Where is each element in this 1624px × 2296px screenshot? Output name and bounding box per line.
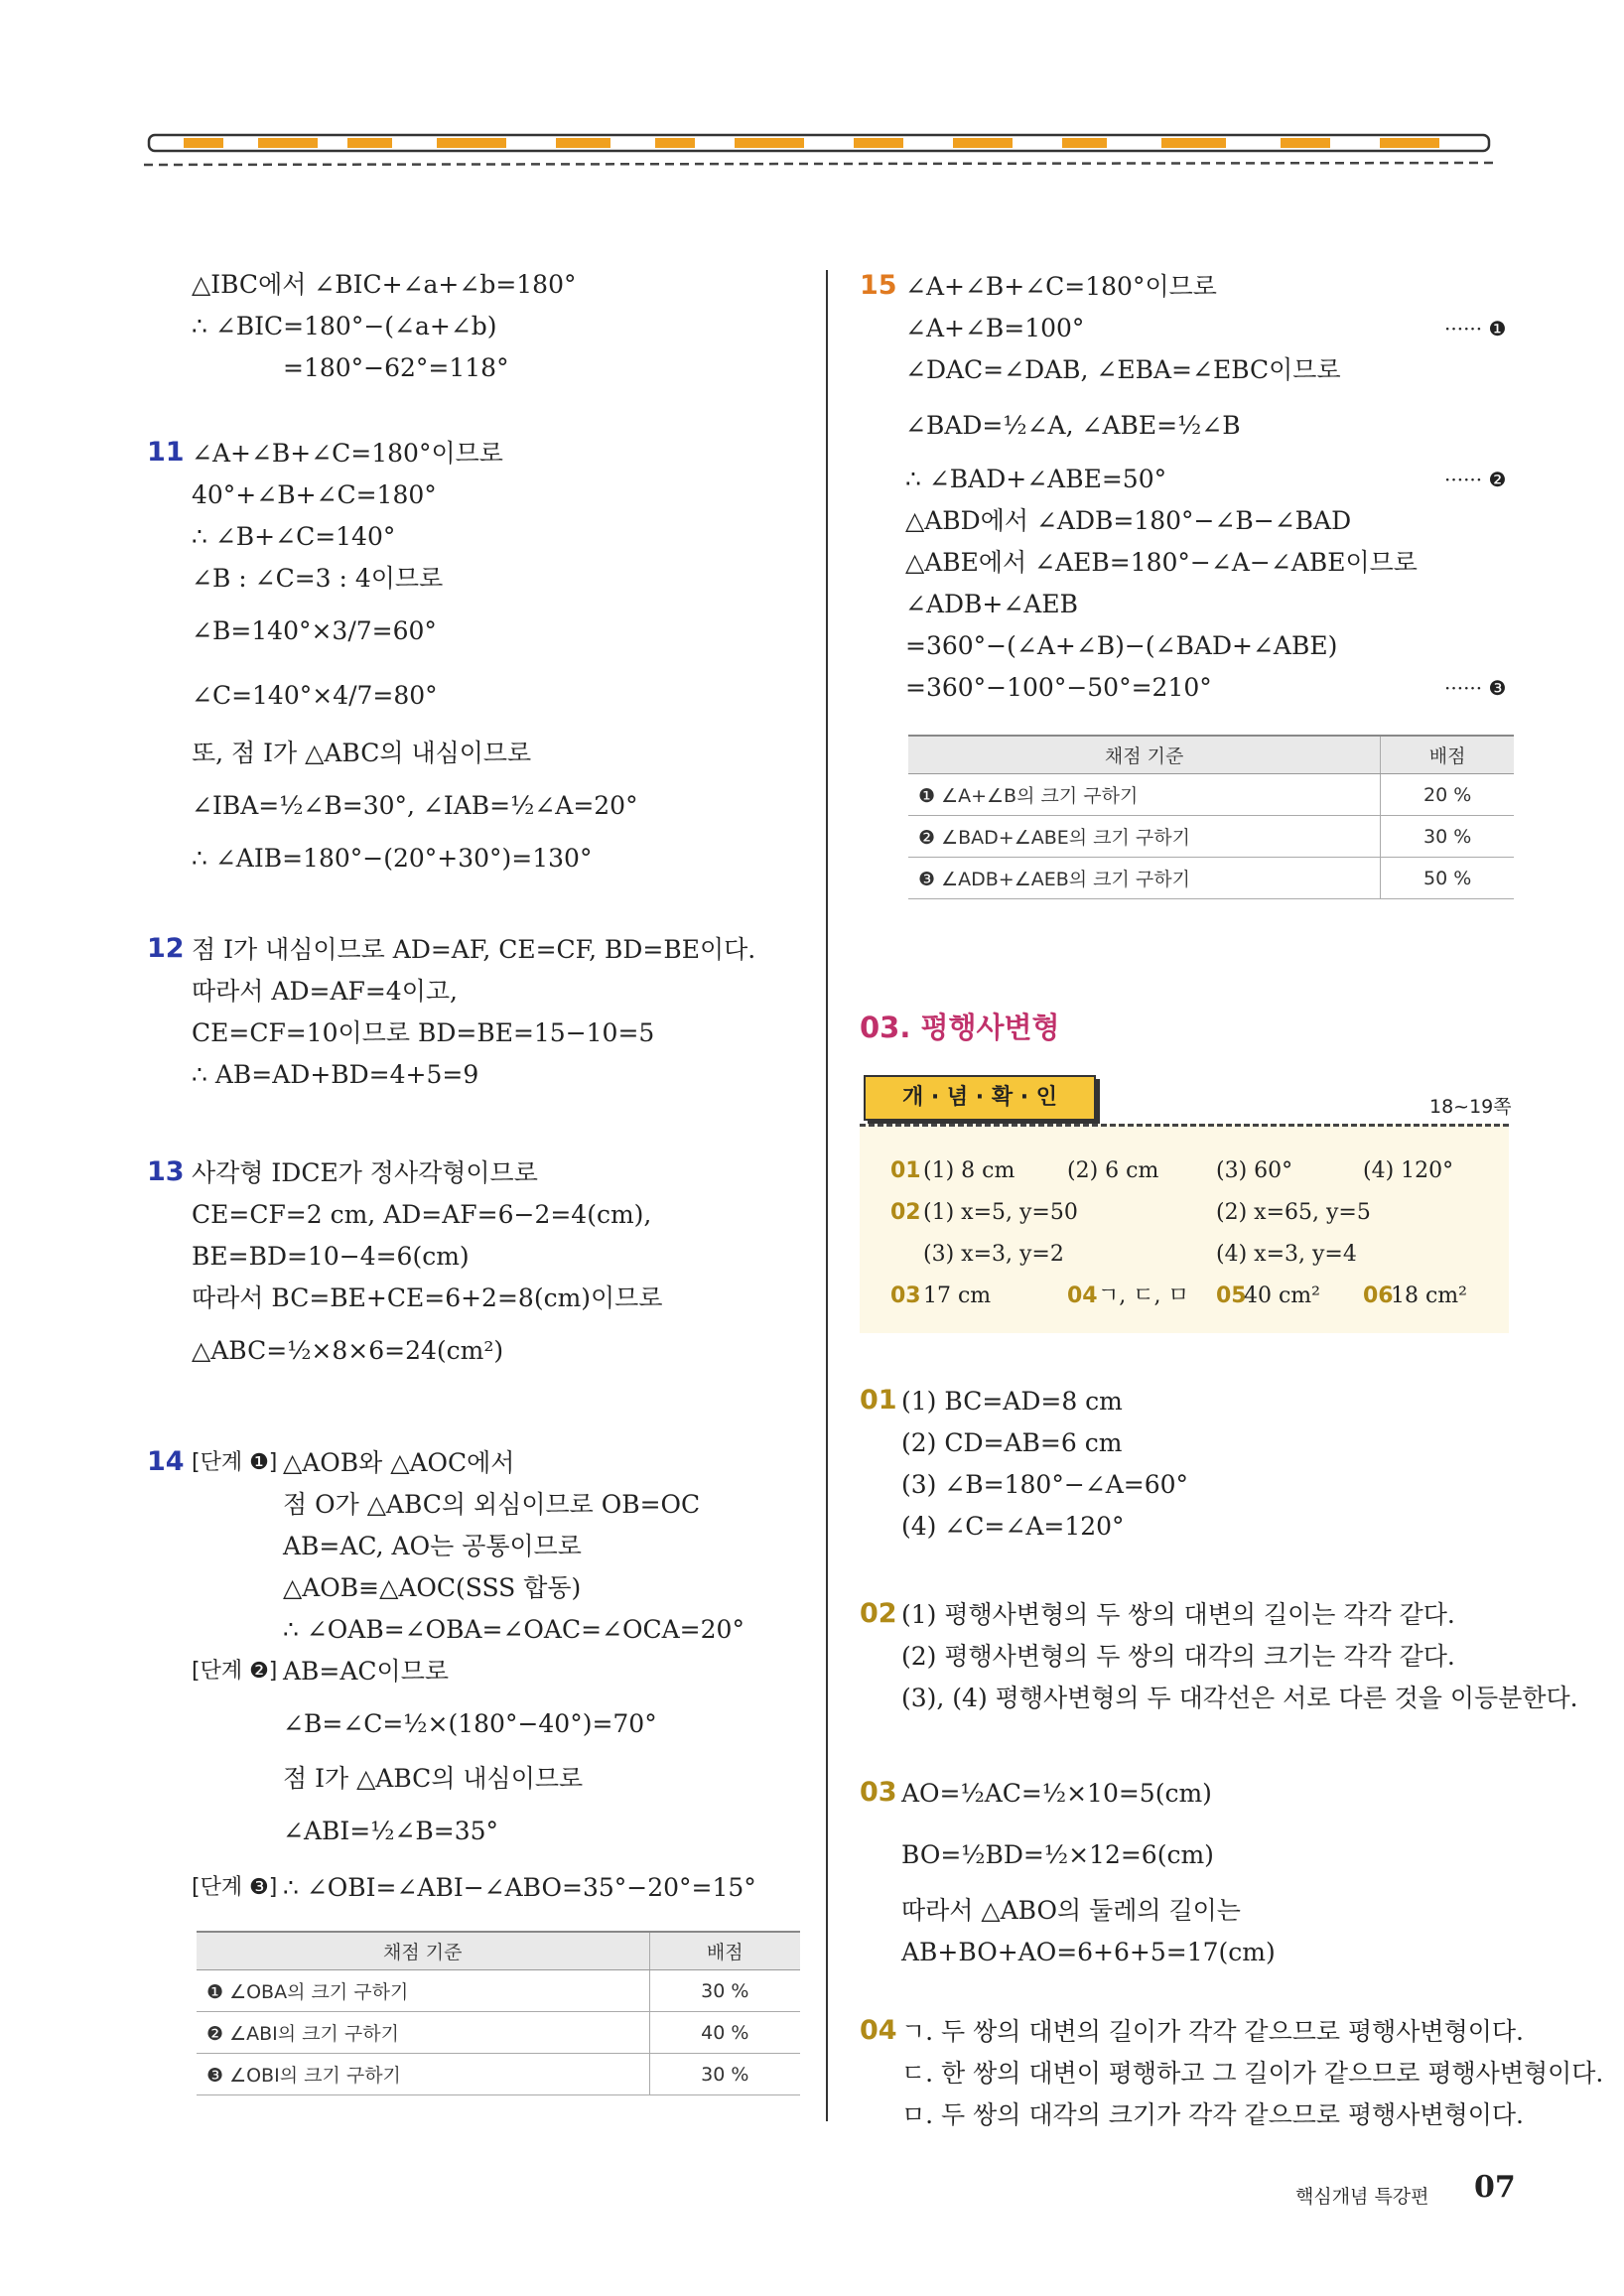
p15-line-1: ∠A+∠B+∠C=180°이므로 <box>905 272 1217 301</box>
q01-line-2: (2) CD=AB=6 cm <box>901 1428 1123 1457</box>
p15-line-4: ∠BAD=½∠A, ∠ABE=½∠B <box>905 411 1241 440</box>
table-cell: 50 % <box>1381 858 1514 899</box>
q04-line-1: ㄱ. 두 쌍의 대변의 길이가 각각 같으므로 평행사변형이다. <box>901 2017 1524 2046</box>
box-r1-c: (3) 60° <box>1216 1158 1293 1183</box>
box-r4-05-ans: 40 cm² <box>1244 1283 1320 1308</box>
p12-line-3: CE=CF=10이므로 BD=BE=15−10=5 <box>192 1018 655 1047</box>
q03-line-3: 따라서 △ABO의 둘레의 길이는 <box>901 1896 1241 1925</box>
problem-number: 11 <box>147 437 185 468</box>
footer-book-title: 핵심개념 특강편 <box>1295 2186 1429 2208</box>
cont-line-3: =180°−62°=118° <box>283 353 509 382</box>
problem-number: 14 <box>147 1446 185 1477</box>
p15-mark-2: ······ ❷ <box>1444 468 1507 491</box>
table-cell: ❶ ∠A+∠B의 크기 구하기 <box>908 774 1381 816</box>
p14-line-9: ∠ABI=½∠B=35° <box>283 1817 499 1845</box>
p11-line-6: ∠C=140°×4/7=80° <box>192 681 438 710</box>
q02-line-3: (3), (4) 평행사변형의 두 대각선은 서로 다른 것을 이등분한다. <box>901 1684 1578 1712</box>
table-row <box>908 774 1514 816</box>
table-cell: ❷ ∠BAD+∠ABE의 크기 구하기 <box>908 816 1381 858</box>
p15-line-5: ∴ ∠BAD+∠ABE=50° <box>905 465 1167 493</box>
p14-line-6: AB=AC이므로 <box>283 1657 450 1686</box>
table-header: 채점 기준 <box>908 736 1381 774</box>
box-r3-b: (4) x=3, y=4 <box>1216 1242 1357 1267</box>
box-r2-a: (1) x=5, y=50 <box>923 1200 1078 1225</box>
p14-line-2: 점 O가 △ABC의 외심이므로 OB=OC <box>283 1490 701 1519</box>
p11-line-1: ∠A+∠B+∠C=180°이므로 <box>192 439 503 468</box>
p13-line-1: 사각형 IDCE가 정사각형이므로 <box>192 1158 538 1187</box>
cont-line-1: △IBC에서 ∠BIC+∠a+∠b=180° <box>192 270 577 299</box>
problem-number: 03 <box>860 1777 897 1808</box>
p14-line-1: △AOB와 △AOC에서 <box>283 1448 515 1477</box>
p15-line-9: =360°−(∠A+∠B)−(∠BAD+∠ABE) <box>905 631 1338 660</box>
q02-line-1: (1) 평행사변형의 두 쌍의 대변의 길이는 각각 같다. <box>901 1600 1455 1629</box>
step-label: [단계 ❸] <box>192 1875 278 1900</box>
box-r1-d: (4) 120° <box>1363 1158 1454 1183</box>
page-range: 18~19쪽 <box>1429 1096 1512 1118</box>
p14-line-5: ∴ ∠OAB=∠OBA=∠OAC=∠OCA=20° <box>283 1615 744 1644</box>
p13-line-2: CE=CF=2 cm, AD=AF=6−2=4(cm), <box>192 1200 652 1229</box>
p15-line-7: △ABE에서 ∠AEB=180°−∠A−∠ABE이므로 <box>905 548 1418 577</box>
column-divider <box>826 270 828 2121</box>
p13-line-5: △ABC=½×8×6=24(cm²) <box>192 1336 504 1365</box>
p13-line-3: BE=BD=10−4=6(cm) <box>192 1242 470 1271</box>
table-cell: 30 % <box>649 2054 800 2095</box>
p12-line-2: 따라서 AD=AF=4이고, <box>192 977 458 1006</box>
q01-line-1: (1) BC=AD=8 cm <box>901 1387 1123 1416</box>
q03-line-1: AO=½AC=½×10=5(cm) <box>901 1779 1212 1808</box>
table-header: 배점 <box>649 1932 800 1970</box>
box-r4-04-ans: ㄱ, ㄷ, ㅁ <box>1098 1283 1189 1308</box>
scoring-table-left <box>197 1931 800 2095</box>
problem-number: 04 <box>860 2015 897 2046</box>
box-r1-a: (1) 8 cm <box>923 1158 1015 1183</box>
problem-number: 13 <box>147 1156 185 1187</box>
q01-line-4: (4) ∠C=∠A=120° <box>901 1512 1125 1541</box>
box-r4-06: 06 <box>1363 1283 1394 1308</box>
step-label: [단계 ❶] <box>192 1450 278 1475</box>
box-r4-04: 04 <box>1067 1283 1098 1308</box>
section-title: 03. 평행사변형 <box>860 1011 1060 1044</box>
step-label: [단계 ❷] <box>192 1659 278 1684</box>
q04-line-2: ㄷ. 한 쌍의 대변이 평행하고 그 길이가 같으므로 평행사변형이다. <box>901 2059 1604 2088</box>
table-header: 배점 <box>1381 736 1514 774</box>
table-cell: 30 % <box>649 1970 800 2012</box>
p15-line-6: △ABD에서 ∠ADB=180°−∠B−∠BAD <box>905 506 1352 535</box>
p13-line-4: 따라서 BC=BE+CE=6+2=8(cm)이므로 <box>192 1283 663 1312</box>
problem-number: 12 <box>147 933 185 964</box>
p15-line-2: ∠A+∠B=100° <box>905 314 1085 342</box>
p12-line-1: 점 I가 내심이므로 AD=AF, CE=CF, BD=BE이다. <box>192 935 756 964</box>
q04-line-3: ㅁ. 두 쌍의 대각의 크기가 각각 같으므로 평행사변형이다. <box>901 2100 1524 2129</box>
box-r4-03: 03 <box>890 1283 921 1308</box>
header-band <box>139 127 1499 175</box>
box-r2-b: (2) x=65, y=5 <box>1216 1200 1371 1225</box>
p11-line-2: 40°+∠B+∠C=180° <box>192 480 437 509</box>
cont-line-2: ∴ ∠BIC=180°−(∠a+∠b) <box>192 312 497 340</box>
scoring-table-right <box>908 735 1514 899</box>
p15-line-8: ∠ADB+∠AEB <box>905 590 1078 618</box>
p14-line-8: 점 I가 △ABC의 내심이므로 <box>283 1764 584 1793</box>
p14-line-7: ∠B=∠C=½×(180°−40°)=70° <box>283 1709 657 1738</box>
p14-line-4: △AOB≡△AOC(SSS 합동) <box>283 1573 582 1602</box>
p11-line-9: ∴ ∠AIB=180°−(20°+30°)=130° <box>192 844 593 873</box>
page-number: 07 <box>1474 2170 1516 2205</box>
table-cell: ❶ ∠OBA의 크기 구하기 <box>197 1970 649 2012</box>
p15-line-10: =360°−100°−50°=210° <box>905 673 1212 702</box>
box-r2-num: 02 <box>890 1200 921 1225</box>
q02-line-2: (2) 평행사변형의 두 쌍의 대각의 크기는 각각 같다. <box>901 1642 1455 1671</box>
p15-mark-1: ······ ❶ <box>1444 317 1507 340</box>
p11-line-7: 또, 점 I가 △ABC의 내심이므로 <box>192 739 532 767</box>
problem-number: 15 <box>860 270 897 301</box>
table-row <box>197 2012 800 2054</box>
table-row <box>908 816 1514 858</box>
p11-line-8: ∠IBA=½∠B=30°, ∠IAB=½∠A=20° <box>192 791 638 820</box>
p11-line-3: ∴ ∠B+∠C=140° <box>192 522 396 551</box>
table-row <box>197 1970 800 2012</box>
problem-number: 01 <box>860 1385 897 1416</box>
p11-line-4: ∠B : ∠C=3 : 4이므로 <box>192 564 444 593</box>
table-cell: 20 % <box>1381 774 1514 816</box>
p12-line-4: ∴ AB=AD+BD=4+5=9 <box>192 1060 479 1089</box>
box-r4-06-ans: 18 cm² <box>1391 1283 1467 1308</box>
box-r1-num: 01 <box>890 1158 921 1183</box>
box-r1-b: (2) 6 cm <box>1067 1158 1159 1183</box>
q03-line-4: AB+BO+AO=6+6+5=17(cm) <box>901 1938 1276 1966</box>
table-cell: ❷ ∠ABI의 크기 구하기 <box>197 2012 649 2054</box>
table-cell: ❸ ∠ADB+∠AEB의 크기 구하기 <box>908 858 1381 899</box>
table-row <box>197 2054 800 2095</box>
p14-line-3: AB=AC, AO는 공통이므로 <box>283 1532 582 1560</box>
concept-check-label: 개 · 념 · 확 · 인 <box>864 1075 1096 1121</box>
q01-line-3: (3) ∠B=180°−∠A=60° <box>901 1470 1189 1499</box>
box-r3-a: (3) x=3, y=2 <box>923 1242 1064 1267</box>
table-cell: 40 % <box>649 2012 800 2054</box>
problem-number: 02 <box>860 1598 897 1629</box>
q03-line-2: BO=½BD=½×12=6(cm) <box>901 1840 1214 1869</box>
box-r4-05: 05 <box>1216 1283 1247 1308</box>
p14-line-10: ∴ ∠OBI=∠ABI−∠ABO=35°−20°=15° <box>283 1873 756 1902</box>
p15-mark-3: ······ ❸ <box>1444 676 1507 700</box>
p11-line-5: ∠B=140°×3/7=60° <box>192 616 437 645</box>
table-row <box>908 858 1514 899</box>
table-cell: ❸ ∠OBI의 크기 구하기 <box>197 2054 649 2095</box>
table-cell: 30 % <box>1381 816 1514 858</box>
table-header: 채점 기준 <box>197 1932 649 1970</box>
box-r4-03-ans: 17 cm <box>923 1283 992 1308</box>
p15-line-3: ∠DAC=∠DAB, ∠EBA=∠EBC이므로 <box>905 355 1341 384</box>
